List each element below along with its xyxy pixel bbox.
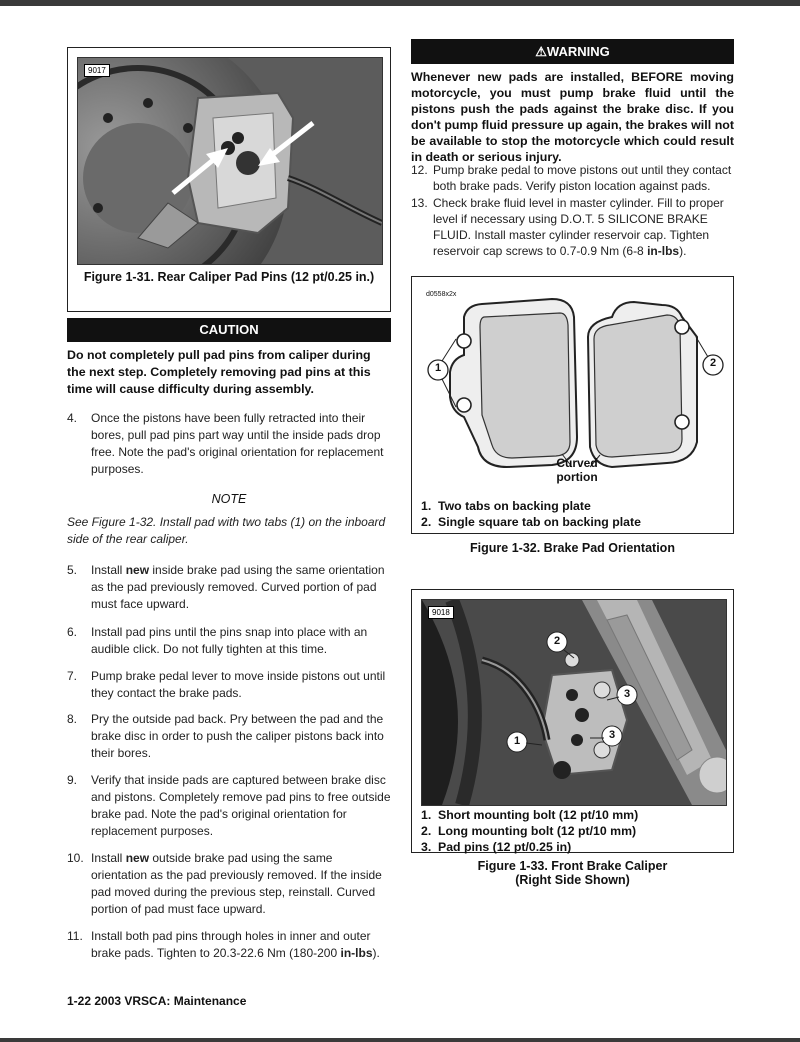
figure-tag: d0558x2x: [426, 291, 457, 298]
figure-caption: Figure 1-33. Front Brake Caliper (Right Side Shown): [477, 859, 668, 887]
page-footer: 1-22 2003 VRSCA: Maintenance: [67, 994, 247, 1008]
step-text: Verify that inside pads are captured between brake disc and pistons. Completely remove pad pins to free outside brake pad. Note the pad's original orientation for replacement purposes.: [91, 773, 391, 838]
step-text: Check brake fluid level in master cylinder. Fill to proper level if necessary using D.O.T. 5 SILICONE BRAKE FLUID. Install master cylinder reservoir cap. Tighten reservoir cap screws to 0.7-0.9 Nm (6-8 in-lbs).: [433, 196, 724, 258]
step-8: [67, 711, 391, 762]
warning-triangle-icon: ⚠: [535, 44, 547, 59]
figure-legend: [412, 498, 733, 530]
rear-caliper-photo: [77, 57, 383, 265]
legend-item: 2. Long mounting bolt (12 pt/10 mm): [421, 824, 637, 838]
callout-3: 3: [623, 688, 631, 700]
step-7: [67, 668, 391, 702]
warning-text: Whenever new pads are installed, BEFORE moving motorcycle, you must pump brake fluid until the pistons push the pads against the brake disc. If you don't pump fluid pressure up again, the brakes will not be available to stop the motorcycle which could result in death or serious injury.: [411, 70, 734, 164]
step-number: 8.: [67, 712, 78, 726]
figure-legend: [412, 807, 733, 855]
figure-1-31: [67, 47, 391, 312]
legend-item: 3. Pad pins (12 pt/0.25 in): [421, 840, 572, 854]
callout-2: 2: [553, 635, 561, 647]
figure-caption: Figure 1-31. Rear Caliper Pad Pins (12 pt/0.25 in.): [83, 270, 375, 284]
step-text: Install both pad pins through holes in inner and outer brake pads. Tighten to 20.3-22.6 Nm (180-200 in-lbs).: [91, 929, 380, 960]
step-text: Install new outside brake pad using the same orientation as the pad previously removed. If the inside pad moved during the previous step, reinstall. Curved portion of pad must face upward.: [91, 851, 382, 916]
step-text: Pump brake pedal to move pistons out until they contact both brake pads. Verify piston location against pads.: [433, 163, 732, 193]
step-text: Pump brake pedal lever to move inside pistons out until they contact the brake pads.: [91, 669, 386, 700]
figure-1-32: [411, 276, 734, 534]
top-border: [0, 0, 800, 6]
front-caliper-photo: [421, 599, 727, 806]
callout-1: 1: [513, 735, 521, 747]
note-text: See Figure 1-32. Install pad with two tabs (1) on the inboard side of the rear caliper.: [67, 515, 386, 546]
step-text: Once the pistons have been fully retracted into their bores, pull pad pins part way until the inside pads drop free. Note the pad's original orientation for replacement purposes.: [91, 411, 384, 476]
bottom-border: [0, 1038, 800, 1042]
step-text: Install pad pins until the pins snap into place with an audible click. Do not fully tighten at this time.: [91, 625, 368, 656]
step-number: 9.: [67, 773, 78, 787]
step-10: [67, 850, 391, 918]
caution-text: Do not completely pull pad pins from caliper during the next step. Completely removing pad pins at this time will cause difficulty during assembly.: [67, 348, 371, 396]
callout-1: 1: [434, 362, 442, 374]
step-12: [411, 162, 734, 194]
step-number: 7.: [67, 669, 78, 683]
callout-3: 3: [608, 729, 616, 741]
legend-item: 1. Two tabs on backing plate: [421, 499, 591, 513]
figure-tag: 9018: [428, 606, 454, 619]
step-6: [67, 624, 391, 658]
step-text: Install new inside brake pad using the same orientation as the pad previously removed. Curved portion of pad must face upward.: [91, 563, 385, 611]
step-number: 6.: [67, 625, 78, 639]
step-number: 10.: [67, 851, 84, 865]
caution-heading: CAUTION: [67, 318, 391, 342]
step-number: 5.: [67, 563, 78, 577]
step-9: [67, 772, 391, 840]
warning-heading: ⚠WARNING: [411, 39, 734, 64]
legend-item: 1. Short mounting bolt (12 pt/10 mm): [421, 808, 639, 822]
step-4: [67, 410, 391, 478]
step-5: [67, 562, 391, 613]
callout-2: 2: [709, 357, 717, 369]
figure-1-33: [411, 589, 734, 853]
step-number: 4.: [67, 411, 78, 425]
note-heading: NOTE: [211, 492, 247, 506]
curved-portion-label: Curved portion: [556, 456, 598, 484]
step-number: 13.: [411, 196, 428, 210]
step-number: 11.: [67, 929, 83, 943]
step-number: 12.: [411, 163, 428, 177]
step-text: Pry the outside pad back. Pry between the pad and the brake disc in order to push the caliper pistons back into their bores.: [91, 712, 384, 760]
figure-tag: 9017: [84, 64, 110, 77]
legend-item: 2. Single square tab on backing plate: [421, 515, 641, 529]
figure-caption: Figure 1-32. Brake Pad Orientation: [470, 541, 675, 555]
step-11: [67, 928, 391, 962]
rear-caliper-illustration: [78, 58, 382, 264]
step-13: [411, 195, 734, 259]
front-caliper-illustration: [422, 600, 726, 805]
